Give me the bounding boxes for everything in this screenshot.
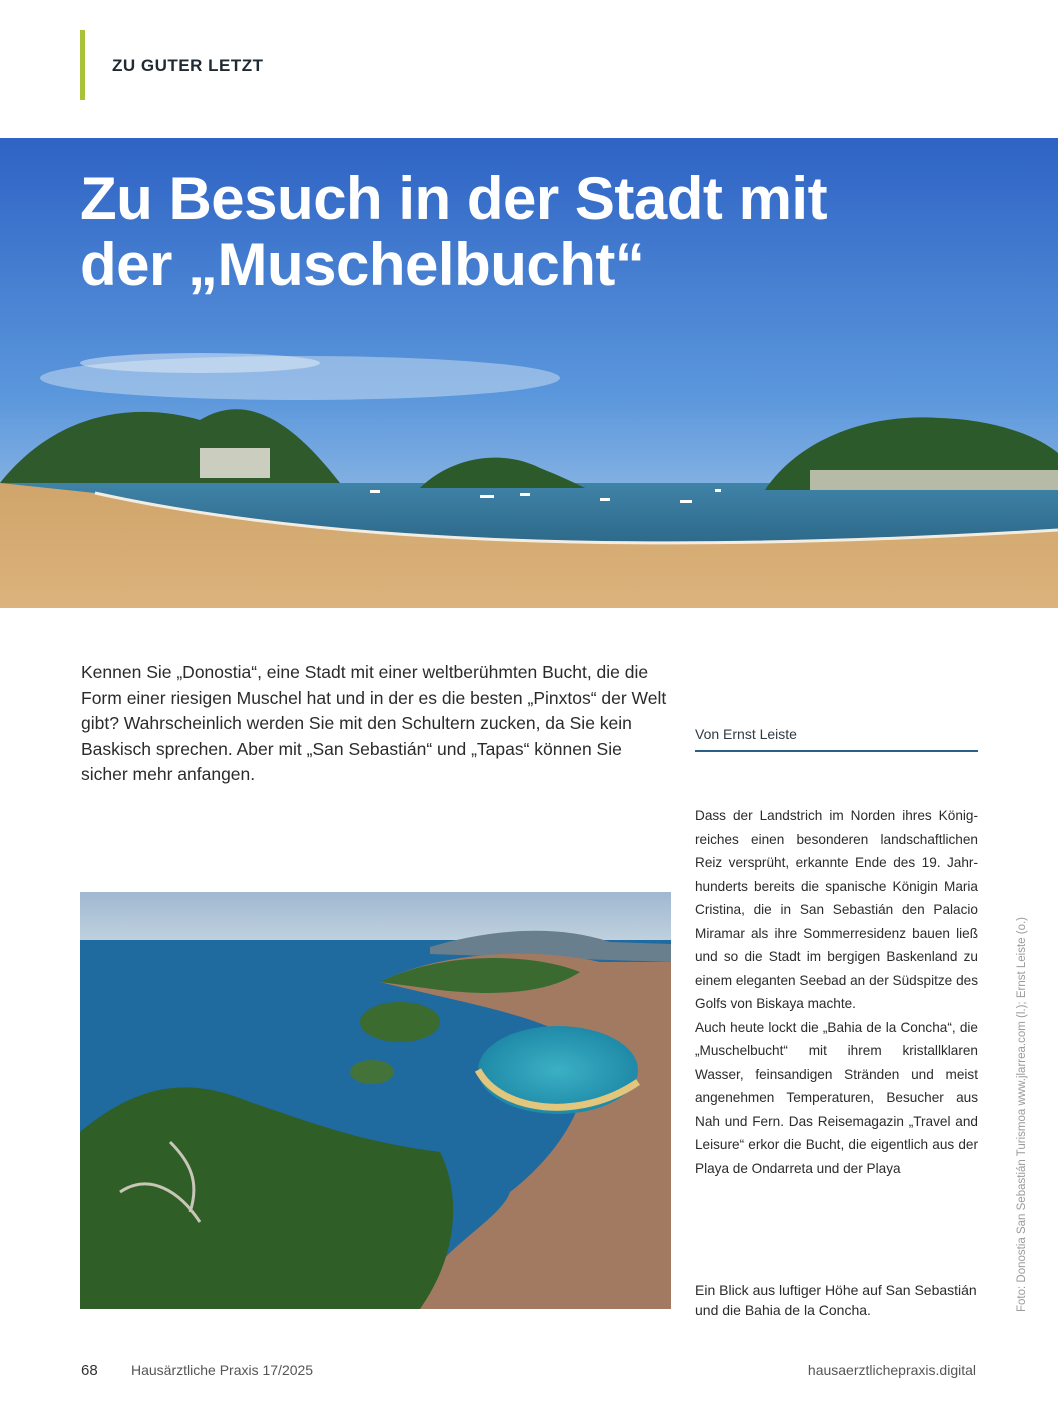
photo-credit: Foto: Donostia San Sebastián Turismoa www.jlarrea.com (l.); Ernst Leiste (o.) — [1016, 917, 1028, 1312]
section-accent-bar — [80, 30, 85, 100]
body-paragraph-1: Dass der Landstrich im Norden ihres Königreiches einen besonderen landschaftlichen Reiz versprüht, erkannte Ende des 19. Jahrhunderts bereits die spanische Königin Maria Cristina, die in San Sebastián den Palacio Miramar als ihre Sommerresidenz bauen ließ und so die Stadt im bergigen Baskenland zu einem eleganten Seebad an der Südspitze des Golfs von Biskaya machte. — [695, 808, 978, 1011]
section-label: ZU GUTER LETZT — [112, 56, 264, 75]
page-number: 68 — [81, 1362, 98, 1379]
article-body — [695, 804, 978, 1180]
headline — [80, 166, 980, 298]
headline-line-2: der „Muschelbucht“ — [80, 231, 645, 298]
byline: Von Ernst Leiste — [695, 726, 978, 752]
headline-line-1: Zu Besuch in der Stadt mit — [80, 165, 828, 232]
aerial-bay-photo — [80, 892, 671, 1309]
website-link[interactable]: hausaerztlichepraxis.digital — [807, 1362, 976, 1378]
publication-name: Hausärztliche Praxis 17/2025 — [131, 1362, 314, 1378]
intro-paragraph: Kennen Sie „Donostia“, eine Stadt mit einer weltberühmten Bucht, die die Form einer riesigen Muschel hat und in der es die besten „Pinxtos“ der Welt gibt? Wahrscheinlich werden Sie mit den Schultern zucken, da Sie kein Baskisch sprechen. Aber mit „San Sebastián“ und „Tapas“ können Sie sicher mehr anfangen. — [81, 662, 667, 784]
photo-caption: Ein Blick aus luftiger Höhe auf San Sebastián und die Bahia de la Concha. — [695, 1282, 977, 1318]
body-paragraph-2: Auch heute lockt die „Bahia de la Concha“, die „Muschelbucht“ mit ihrem kristallklaren Wasser, feinsandigen Stränden und meist angenehmen Temperaturen, Besucher aus Nah und Fern. Das Reisemagazin „Travel and Leisure“ erkor die Bucht, die eigentlich aus der Playa de Ondarreta und der Playa — [695, 1019, 978, 1176]
